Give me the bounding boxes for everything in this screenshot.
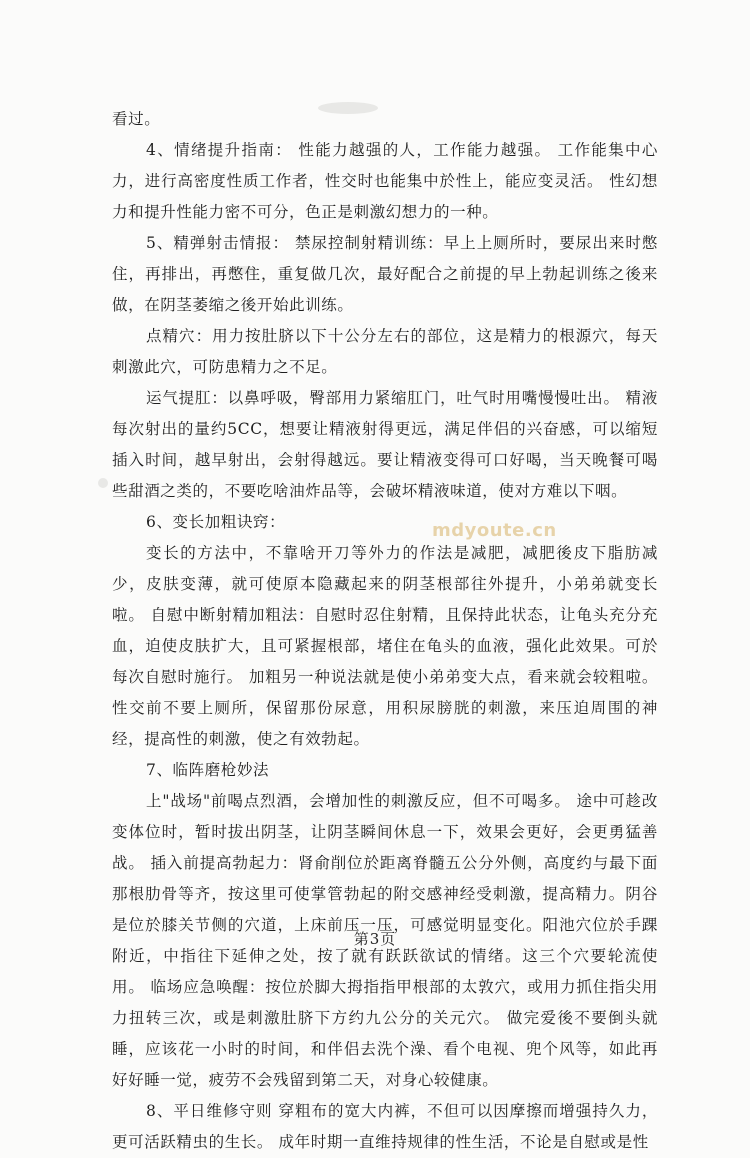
paragraph-section-8: 8、平日维修守则 穿粗布的宽大内裤，不但可以因摩擦而增强持久力，更可活跃精虫的生长。 成年时期一直维持规律的性生活，不论是自慰或是性	[112, 1102, 658, 1151]
paragraph-acupoint: 点精穴：用力按肚脐以下十公分左右的部位，这是精力的根源穴，每天刺激此穴，可防患精力之不足。	[112, 327, 658, 376]
scan-smudge	[98, 478, 108, 488]
heading-section-6: 6、变长加粗诀窍：	[146, 513, 286, 531]
page-number: 第3页	[353, 930, 397, 948]
heading-section-7: 7、临阵磨枪妙法	[146, 761, 270, 779]
watermark-text: mdyoute.cn	[432, 520, 557, 541]
paragraph-section-6: 变长的方法中，不靠啥开刀等外力的作法是减肥，减肥後皮下脂肪减少，皮肤变薄，就可使原本隐藏起来的阴茎根部往外提升，小弟弟就变长啦。 自慰中断射精加粗法：自慰时忍住射精，且保持此状态，让龟头充分充血，迫使皮肤扩大，且可紧握根部，堵住在龟头的血液，强化此效果。可於每次自慰时施行。 加粗另一种说法就是使小弟弟变大点，看来就会较粗啦。性交前不要上厕所，保留那份尿意，用积尿膀胱的刺激，来压迫周围的神经，提高性的刺激，使之有效勃起。	[112, 544, 658, 748]
paragraph-breathing: 运气提肛：以鼻呼吸，臀部用力紧缩肛门，吐气时用嘴慢慢吐出。 精液每次射出的量约5CC，想要让精液射得更远，满足伴侣的兴奋感，可以缩短插入时间，越早射出，会射得越远。要让精液变得可口好喝，当天晚餐可喝些甜酒之类的，不要吃啥油炸品等，会破坏精液味道，使对方难以下咽。	[112, 389, 658, 500]
paragraph-section-4: 4、情绪提升指南： 性能力越强的人，工作能力越强。 工作能集中心力，进行高密度性质工作者，性交时也能集中於性上，能应变灵活。 性幻想力和提升性能力密不可分，色正是刺激幻想力的一种。	[112, 141, 658, 221]
paragraph-section-7: 上"战场"前喝点烈酒，会增加性的刺激反应，但不可喝多。 途中可趁改变体位时，暂时拔出阴茎，让阴茎瞬间休息一下，效果会更好，会更勇猛善战。 插入前提高勃起力：肾俞削位於距离脊髓五公分外侧，高度约与最下面那根肋骨等齐，按这里可使掌管勃起的附交感神经受刺激，提高精力。阴谷是位於膝关节侧的穴道，上床前压一压，可感觉明显变化。阳池穴位於手踝附近，中指往下延伸之处，按了就有跃跃欲试的情绪。这三个穴要轮流使用。 临场应急唤醒：按位於脚大拇指指甲根部的太敦穴，或用力抓住指尖用力扭转三次，或是刺激肚脐下方约九公分的关元穴。 做完爱後不要倒头就睡，应该花一小时的时间，和伴侣去洗个澡、看个电视、兜个风等，如此再好好睡一觉，疲劳不会残留到第二天，对身心较健康。	[112, 792, 658, 1089]
paragraph-continuation: 看过。	[112, 110, 161, 128]
document-body	[112, 104, 658, 1158]
paragraph-section-5: 5、精弹射击情报： 禁尿控制射精训练：早上上厕所时，要尿出来时憋住，再排出，再憋住，重复做几次，最好配合之前提的早上勃起训练之後来做，在阴茎萎缩之後开始此训练。	[112, 234, 658, 314]
